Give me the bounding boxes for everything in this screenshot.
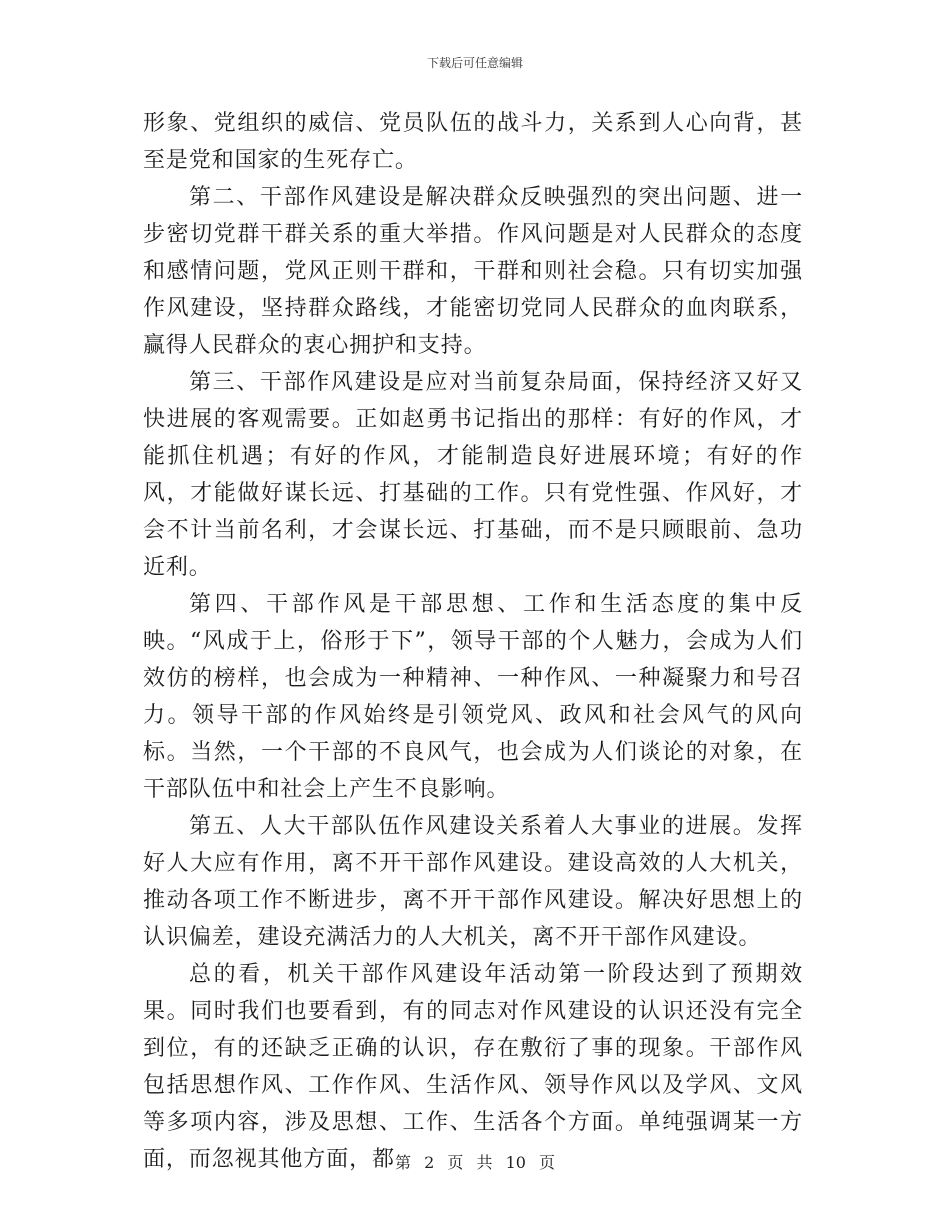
page-number-footer <box>0 1150 950 1173</box>
current-page-number: 2 <box>424 1153 435 1172</box>
paragraph: 第三、干部作风建设是应对当前复杂局面，保持经济又好又快进展的客观需要。正如赵勇书记指出的那样：有好的作风，才能抓住机遇；有好的作风，才能制造良好进展环境；有好的作风，才能做好谋长远、打基础的工作。只有党性强、作风好，才会不计当前名利，才会谋长远、打基础，而不是只顾眼前、急功近利。 <box>143 370 803 580</box>
paragraph: 形象、党组织的威信、党员队伍的战斗力，关系到人心向背，甚至是党和国家的生死存亡。 <box>143 111 803 173</box>
paragraph: 总的看，机关干部作风建设年活动第一阶段达到了预期效果。同时我们也要看到，有的同志对作风建设的认识还没有完全到位，有的还缺乏正确的认识，存在敷衍了事的现象。干部作风包括思想作风、工作作风、生活作风、领导作风以及学风、文风等多项内容，涉及思想、工作、生活各个方面。单纯强调某一方面，而忽视其他方面，都 <box>143 962 803 1172</box>
footer-total-word: 共 <box>476 1153 493 1172</box>
document-body <box>143 105 803 1178</box>
paragraph: 第四、干部作风是干部思想、工作和生活态度的集中反映。“风成于上，俗形于下”，领导干部的个人魅力，会成为人们效仿的榜样，也会成为一种精神、一种作风、一种凝聚力和号召力。领导干部的作风始终是引领党风、政风和社会风气的风向标。当然，一个干部的不良风气，也会成为人们谈论的对象，在干部队伍中和社会上产生不良影响。 <box>143 592 803 802</box>
total-page-count: 10 <box>505 1153 526 1172</box>
footer-page-word: 页 <box>447 1153 464 1172</box>
paragraph: 第五、人大干部队伍作风建设关系着人大事业的进展。发挥好人大应有作用，离不开干部作风建设。建设高效的人大机关，推动各项工作不断进步，离不开干部作风建设。解决好思想上的认识偏差，建设充满活力的人大机关，离不开干部作风建设。 <box>143 814 803 950</box>
header-note: 下载后可任意编辑 <box>426 56 523 70</box>
paragraph: 第二、干部作风建设是解决群众反映强烈的突出问题、进一步密切党群干群关系的重大举措。作风问题是对人民群众的态度和感情问题，党风正则干群和，干群和则社会稳。只有切实加强作风建设，坚持群众路线，才能密切党同人民群众的血肉联系，赢得人民群众的衷心拥护和支持。 <box>143 185 803 358</box>
footer-suffix: 页 <box>539 1153 556 1172</box>
footer-prefix: 第 <box>394 1153 411 1172</box>
